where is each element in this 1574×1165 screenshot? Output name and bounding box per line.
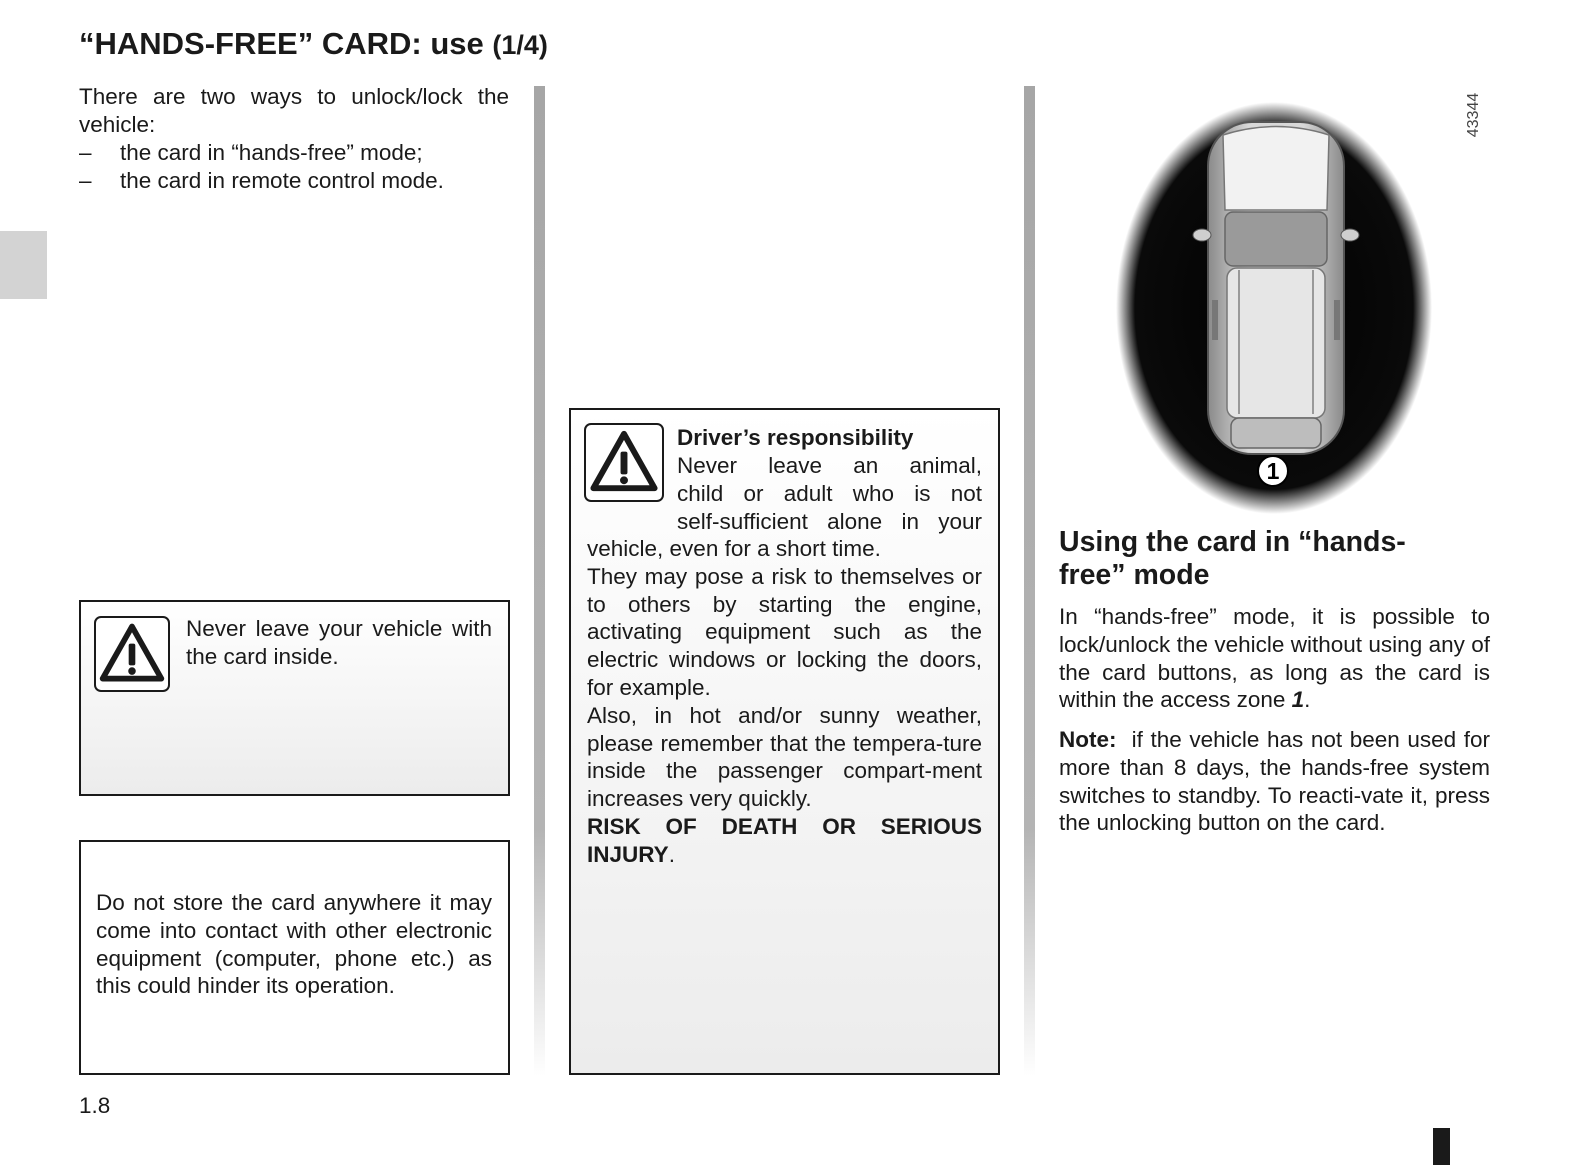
- warning-text-beside-icon: Never leave an animal, child or adult who is not self-sufficient alone in your: [677, 453, 982, 534]
- warning-text: Never leave your vehicle with the card inside.: [186, 616, 492, 669]
- access-zone-callout: 1: [1257, 455, 1289, 487]
- car-top-view-icon: [1113, 100, 1435, 515]
- warning-para-2: They may pose a risk to themselves or to others by starting the engine, activating equipment such as the electric windows or locking the doors, for example.: [587, 563, 982, 700]
- section-side-tab: [0, 231, 47, 299]
- column-divider-right: [1024, 86, 1035, 1076]
- warning-para-3: Also, in hot and/or sunny weather, please remember that the tempera-ture inside the passenger compart-ment increases very quickly.: [587, 702, 982, 812]
- column-divider-left: [534, 86, 545, 1076]
- card-inside-warning-box: [79, 600, 510, 796]
- unlock-methods-list: [79, 139, 519, 195]
- standby-note: [1059, 726, 1490, 837]
- list-dash: –: [79, 140, 92, 165]
- section-heading: Using the card in “hands- free” mode: [1059, 526, 1406, 591]
- list-item: – the card in remote control mode.: [79, 167, 444, 193]
- list-item: – the card in “hands-free” mode;: [79, 140, 423, 165]
- warning-heading: Driver’s responsibility: [677, 425, 914, 450]
- page-title-main: “HANDS-FREE” CARD: use: [79, 26, 484, 61]
- risk-warning: RISK OF DEATH OR SERIOUS INJURY.: [587, 813, 982, 867]
- hands-free-paragraph: In “hands-free” mode, it is possible to lock/unlock the vehicle without using any of the card buttons, as long as the card is within the access zone 1.: [1059, 604, 1490, 713]
- figure-code: 43344: [1465, 92, 1482, 138]
- driver-responsibility-box: [569, 408, 1000, 1075]
- list-dash: –: [79, 167, 92, 193]
- warning-body: [587, 535, 982, 869]
- access-zone-figure: [1113, 100, 1435, 515]
- warning-triangle-icon: [94, 616, 170, 692]
- page-edge-marker: [1433, 1128, 1450, 1165]
- storage-note-box: [79, 840, 510, 1075]
- note-text: if the vehicle has not been used for more than 8 days, the hands-free system switches to standby. To reacti-vate it, press the unlocking button on the card.: [1059, 727, 1490, 836]
- page-title-part: (1/4): [492, 30, 548, 60]
- intro-paragraph: There are two ways to unlock/lock the vehicle:: [79, 84, 509, 137]
- page-title: [79, 26, 548, 62]
- note-label: Note:: [1059, 727, 1117, 752]
- warning-triangle-icon: [584, 423, 664, 502]
- page-number: 1.8: [79, 1093, 111, 1118]
- warning-para-1-end: vehicle, even for a short time.: [587, 536, 881, 561]
- storage-note-text: Do not store the card anywhere it may come into contact with other electronic equipment (computer, phone etc.) as this could hinder its operation.: [96, 890, 492, 999]
- access-zone-ref: 1: [1291, 687, 1305, 713]
